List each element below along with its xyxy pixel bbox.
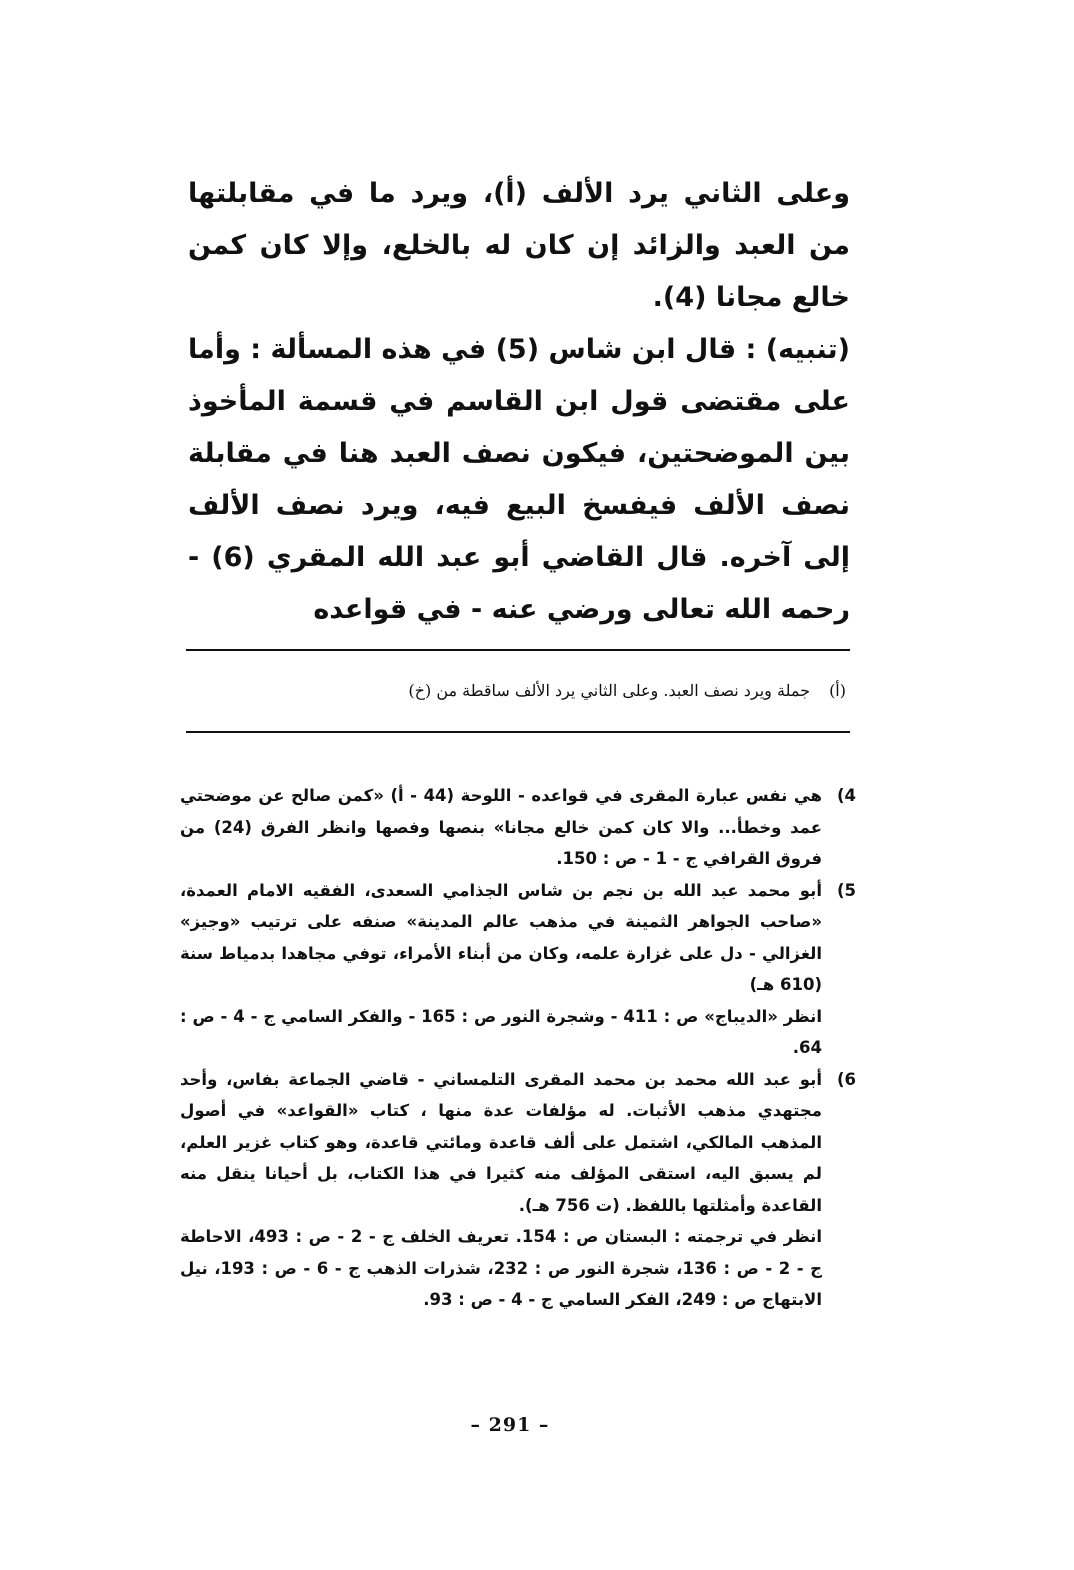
- page-number: – 291 –: [470, 1414, 550, 1436]
- footnote-body: [180, 780, 822, 875]
- footnote-paragraph: أبو عبد الله محمد بن محمد المقرى التلمساني - قاضي الجماعة بفاس، وأحد مجتهدي مذهب الأثبات. له مؤلفات عدة منها ، كتاب «القواعد» في أصول المذهب المالكي، اشتمل على ألف قاعدة ومائتي قاعدة، وهو كتاب غزير العلم، لم يسبق اليه، استقى المؤلف منه كثيرا في هذا الكتاب، بل أحيانا ينقل منه القاعدة وأمثلتها باللفظ. (ت 756 هـ).: [180, 1069, 822, 1215]
- footnote-paragraph: انظر في ترجمته : البستان ص : 154. تعريف الخلف ج - 2 - ص : 493، الاحاطة ج - 2 - ص : 136، شجرة النور ص : 232، شذرات الذهب ج - 6 - ص : 193، نيل الابتهاج ص : 249، الفكر السامي ج - 4 - ص : 93.: [180, 1227, 823, 1309]
- variant-note: [186, 676, 846, 706]
- main-body-text: [188, 168, 850, 636]
- body-paragraph: وعلى الثاني يرد الألف (أ)، ويرد ما في مقابلتها من العبد والزائد إن كان له بالخلع، وإلا كان كمن خالع مجانا (4).: [188, 178, 850, 313]
- footnote-6: [180, 1064, 856, 1316]
- footnote-separator-top: [186, 649, 850, 651]
- footnote-5: [180, 875, 856, 1064]
- footnote-paragraph: هي نفس عبارة المقرى في قواعده - اللوحة (44 - أ) «كمن صالح عن موضحتي عمد وخطأ... والا كان كمن خالع مجانا» بنصها وفصها وانظر الفرق (24) من فروق القرافي ج - 1 - ص : 150.: [180, 786, 823, 868]
- footnote-number: 5): [836, 880, 856, 900]
- footnote-paragraph: انظر «الديباج» ص : 411 - وشجرة النور ص : 165 - والفكر السامي ج - 4 - ص : 64.: [180, 1006, 822, 1057]
- footnote-number: 4): [836, 786, 856, 805]
- footnote-body: [180, 875, 822, 1064]
- footnote-separator-bottom: [186, 731, 850, 733]
- footnote-4: [180, 780, 856, 875]
- footnotes-section: [180, 780, 856, 1316]
- variant-note-marker: (أ): [829, 681, 846, 700]
- body-paragraph: (تنبيه) : قال ابن شاس (5) في هذه المسألة : وأما على مقتضى قول ابن القاسم في قسمة المأخوذ بين الموضحتين، فيكون نصف العبد هنا في مقابلة نصف الألف فيفسخ البيع فيه، ويرد نصف الألف إلى آخره. قال القاضي أبو عبد الله المقري (6) - رحمه الله تعالى ورضي عنه - في قواعده: [188, 334, 851, 625]
- footnote-number: 6): [836, 1069, 856, 1089]
- footnote-body: [180, 1064, 822, 1316]
- footnote-paragraph: أبو محمد عبد الله بن نجم بن شاس الجذامي السعدى، الفقيه الامام العمدة، «صاحب الجواهر الثمينة في مذهب عالم المدينة» صنفه على ترتيب «وجيز» الغزالي - دل على غزارة علمه، وكان من أبناء الأمراء، توفي مجاهدا بدمياط سنة (610 هـ): [180, 880, 822, 994]
- variant-note-text: جملة ويرد نصف العبد. وعلى الثاني يرد الألف ساقطة من (خ): [408, 681, 810, 700]
